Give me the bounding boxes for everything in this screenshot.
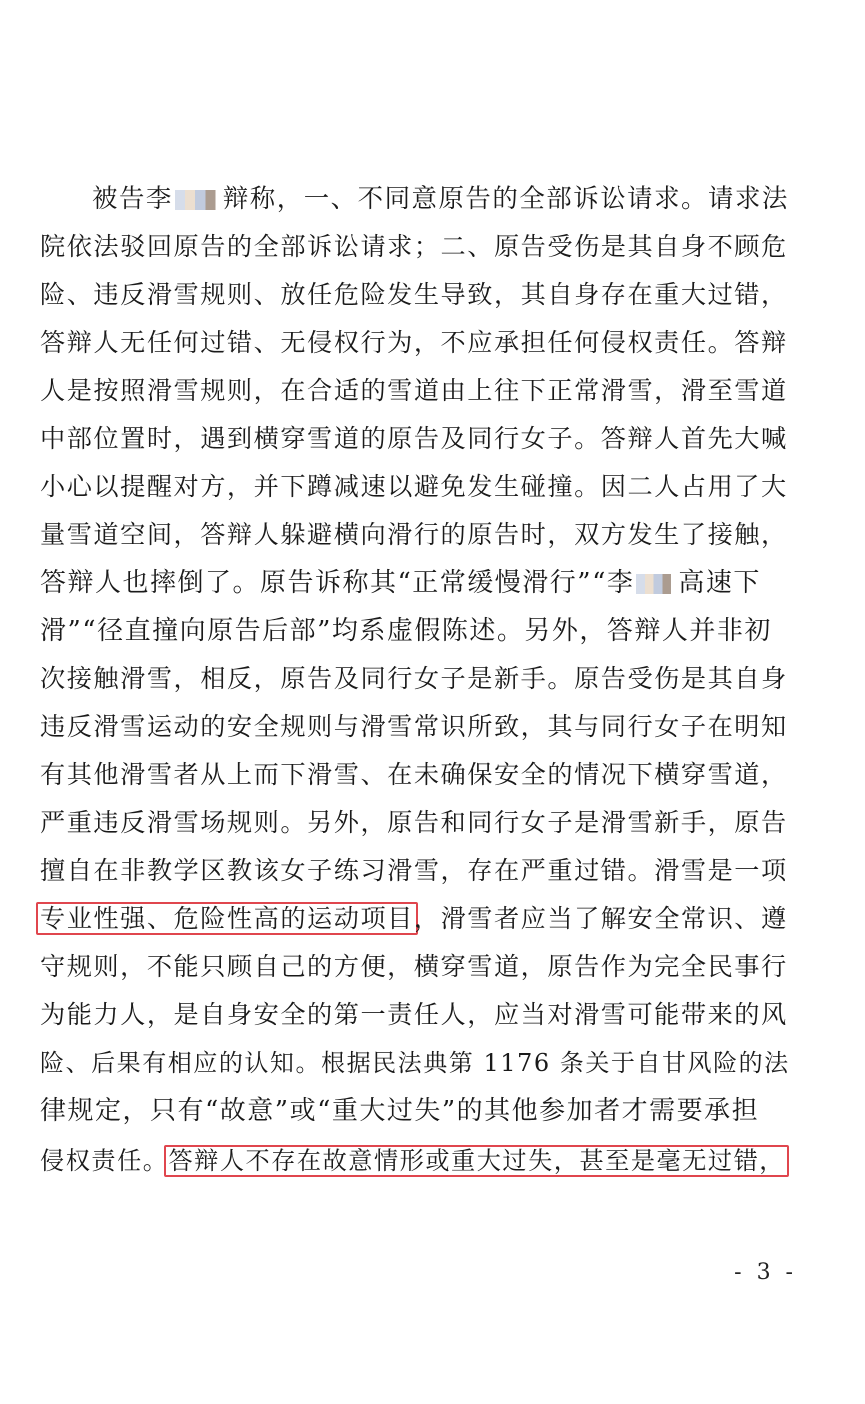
line-text: 院依法驳回原告的全部诉讼请求；二、原告受伤是其自身不顾危	[40, 232, 788, 261]
page-number: - 3 -	[734, 1260, 797, 1285]
line-text: 擅自在非教学区教该女子练习滑雪，存在严重过错。滑雪是一项	[40, 856, 788, 885]
line-text: 严重违反滑雪场规则。另外，原告和同行女子是滑雪新手，原告	[40, 808, 788, 837]
paragraph-line-2	[40, 223, 798, 271]
paragraph-line-5	[40, 367, 798, 415]
paragraph-line-14	[40, 799, 798, 847]
redacted-name-mosaic	[636, 574, 676, 594]
line-text: 滑”“径直撞向原告后部”均系虚假陈述。另外，答辩人并非初	[40, 616, 772, 646]
paragraph-line-10	[40, 607, 798, 655]
paragraph-line-8	[40, 511, 798, 559]
paragraph-line-21	[40, 1137, 798, 1185]
paragraph-line-17	[40, 943, 798, 991]
line-text: 中部位置时，遇到横穿雪道的原告及同行女子。答辩人首先大喊	[40, 424, 788, 453]
line-text: 答辩人也摔倒了。原告诉称其“正常缓慢滑行”“李	[40, 568, 635, 598]
line-text: 律规定，只有“故意”或“重大过失”的其他参加者才需要承担	[40, 1096, 760, 1126]
paragraph-line-15	[40, 847, 798, 895]
paragraph-line-4	[40, 319, 798, 367]
line-text: 答辩人无任何过错、无侵权行为，不应承担任何侵权责任。答辩	[40, 328, 788, 357]
line-text: 守规则，不能只顾自己的方便，横穿雪道，原告作为完全民事行	[40, 952, 788, 981]
paragraph-line-11	[40, 655, 798, 703]
line-text: 被告李	[92, 184, 173, 214]
line-text: 险、后果有相应的认知。根据民法典第 1176 条关于自甘风险的法	[40, 1049, 790, 1077]
paragraph-line-9	[40, 559, 798, 607]
paragraph-line-7	[40, 463, 798, 511]
paragraph-line-3	[40, 271, 798, 319]
line-text: 险、违反滑雪规则、放任危险发生导致，其自身存在重大过错，	[40, 280, 788, 309]
paragraph-line-20	[40, 1087, 798, 1135]
paragraph-line-19	[40, 1039, 798, 1087]
highlighted-phrase: 专业性强、危险性高的运动项目	[36, 902, 418, 935]
paragraph-line-12	[40, 703, 798, 751]
line-text: 高速下	[678, 568, 761, 598]
line-text: 小心以提醒对方，并下蹲减速以避免发生碰撞。因二人占用了大	[40, 472, 788, 501]
line-text: 人是按照滑雪规则，在合适的雪道由上往下正常滑雪，滑至雪道	[40, 376, 788, 405]
line-text: 量雪道空间，答辩人躲避横向滑行的原告时，双方发生了接触，	[40, 520, 788, 549]
line-text: 辩称，一、不同意原告的全部诉讼请求。请求法	[222, 184, 789, 214]
highlighted-phrase: 答辩人不存在故意情形或重大过失，甚至是毫无过错，	[164, 1145, 789, 1177]
paragraph-line-18	[40, 991, 798, 1039]
line-text: 侵权责任。	[40, 1147, 169, 1175]
line-text: 违反滑雪运动的安全规则与滑雪常识所致，其与同行女子在明知	[40, 712, 788, 741]
line-text: 次接触滑雪，相反，原告及同行女子是新手。原告受伤是其自身	[40, 664, 788, 693]
paragraph-line-1	[92, 175, 798, 223]
line-text: ，滑雪者应当了解安全常识、遵	[413, 904, 788, 933]
line-text: 为能力人，是自身安全的第一责任人，应当对滑雪可能带来的风	[40, 1000, 788, 1029]
paragraph-line-16	[40, 895, 798, 943]
line-text: 有其他滑雪者从上而下滑雪、在未确保安全的情况下横穿雪道，	[40, 760, 788, 789]
redacted-name-mosaic	[175, 190, 221, 210]
paragraph-line-13	[40, 751, 798, 799]
paragraph-line-6	[40, 415, 798, 463]
